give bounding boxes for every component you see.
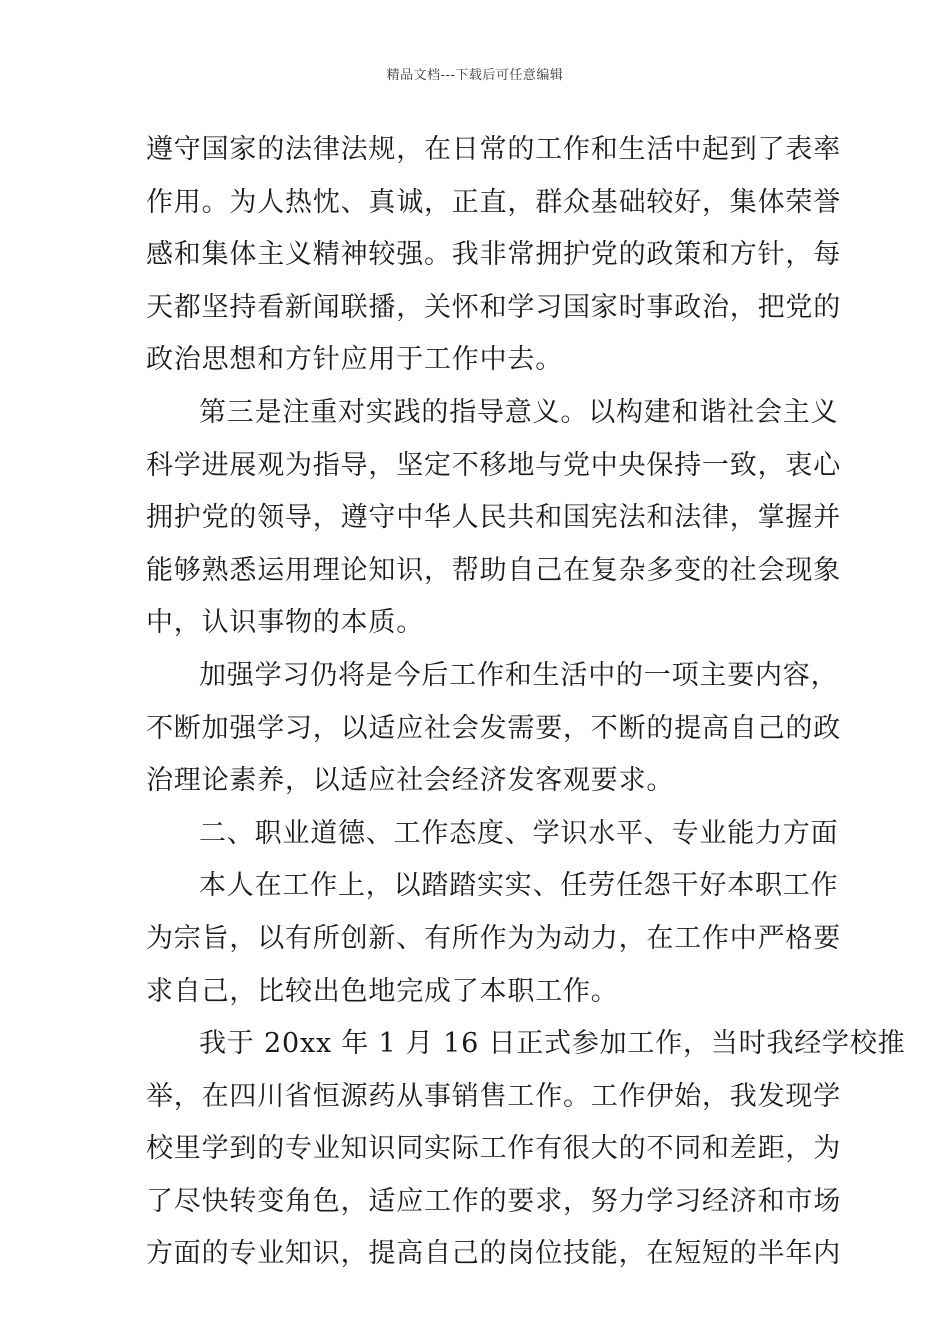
text-line: 方面的专业知识，提高自己的岗位技能，在短短的半年内 bbox=[146, 1238, 841, 1270]
paragraph-first-line: 第三是注重对实践的指导意义。以构建和谐社会主义 bbox=[199, 396, 839, 428]
text-line: 治理论素养，以适应社会经济发客观要求。 bbox=[146, 765, 675, 797]
paragraph-first-line: 本人在工作上，以踏踏实实、任劳任怨干好本职工作 bbox=[199, 870, 839, 902]
text-line: 了尽快转变角色，适应工作的要求，努力学习经济和市场 bbox=[146, 1185, 841, 1217]
text-line: 政治思想和方针应用于工作中去。 bbox=[146, 344, 563, 376]
text-line: 感和集体主义精神较强。我非常拥护党的政策和方针，每 bbox=[146, 239, 841, 271]
paragraph-first-line: 我于 20xx 年 1 月 16 日正式参加工作，当时我经学校推 bbox=[199, 1028, 906, 1060]
text-line: 为宗旨，以有所创新、有所作为为动力，在工作中严格要 bbox=[146, 922, 841, 954]
text-line: 科学进展观为指导，坚定不移地与党中央保持一致，衷心 bbox=[146, 449, 841, 481]
text-line: 校里学到的专业知识同实际工作有很大的不同和差距，为 bbox=[146, 1133, 841, 1165]
text-line: 拥护党的领导，遵守中华人民共和国宪法和法律，掌握并 bbox=[146, 502, 841, 534]
paragraph-first-line: 加强学习仍将是今后工作和生活中的一项主要内容， bbox=[199, 659, 839, 691]
document-body bbox=[146, 124, 906, 1281]
text-line: 遵守国家的法律法规，在日常的工作和生活中起到了表率 bbox=[146, 134, 841, 165]
text-line: 中，认识事物的本质。 bbox=[146, 607, 424, 639]
section-heading: 二、职业道德、工作态度、学识水平、专业能力方面 bbox=[199, 817, 839, 849]
text-line: 举，在四川省恒源药从事销售工作。工作伊始，我发现学 bbox=[146, 1080, 841, 1112]
text-line: 作用。为人热忱、真诚，正直，群众基础较好，集体荣誉 bbox=[146, 186, 841, 218]
text-line: 能够熟悉运用理论知识，帮助自己在复杂多变的社会现象 bbox=[146, 554, 841, 586]
text-line: 求自己，比较出色地完成了本职工作。 bbox=[146, 975, 619, 1007]
text-line: 不断加强学习，以适应社会发需要，不断的提高自己的政 bbox=[146, 712, 841, 744]
page-header: 精品文档---下载后可任意编辑 bbox=[386, 68, 564, 83]
text-line: 天都坚持看新闻联播，关怀和学习国家时事政治，把党的 bbox=[146, 291, 841, 323]
